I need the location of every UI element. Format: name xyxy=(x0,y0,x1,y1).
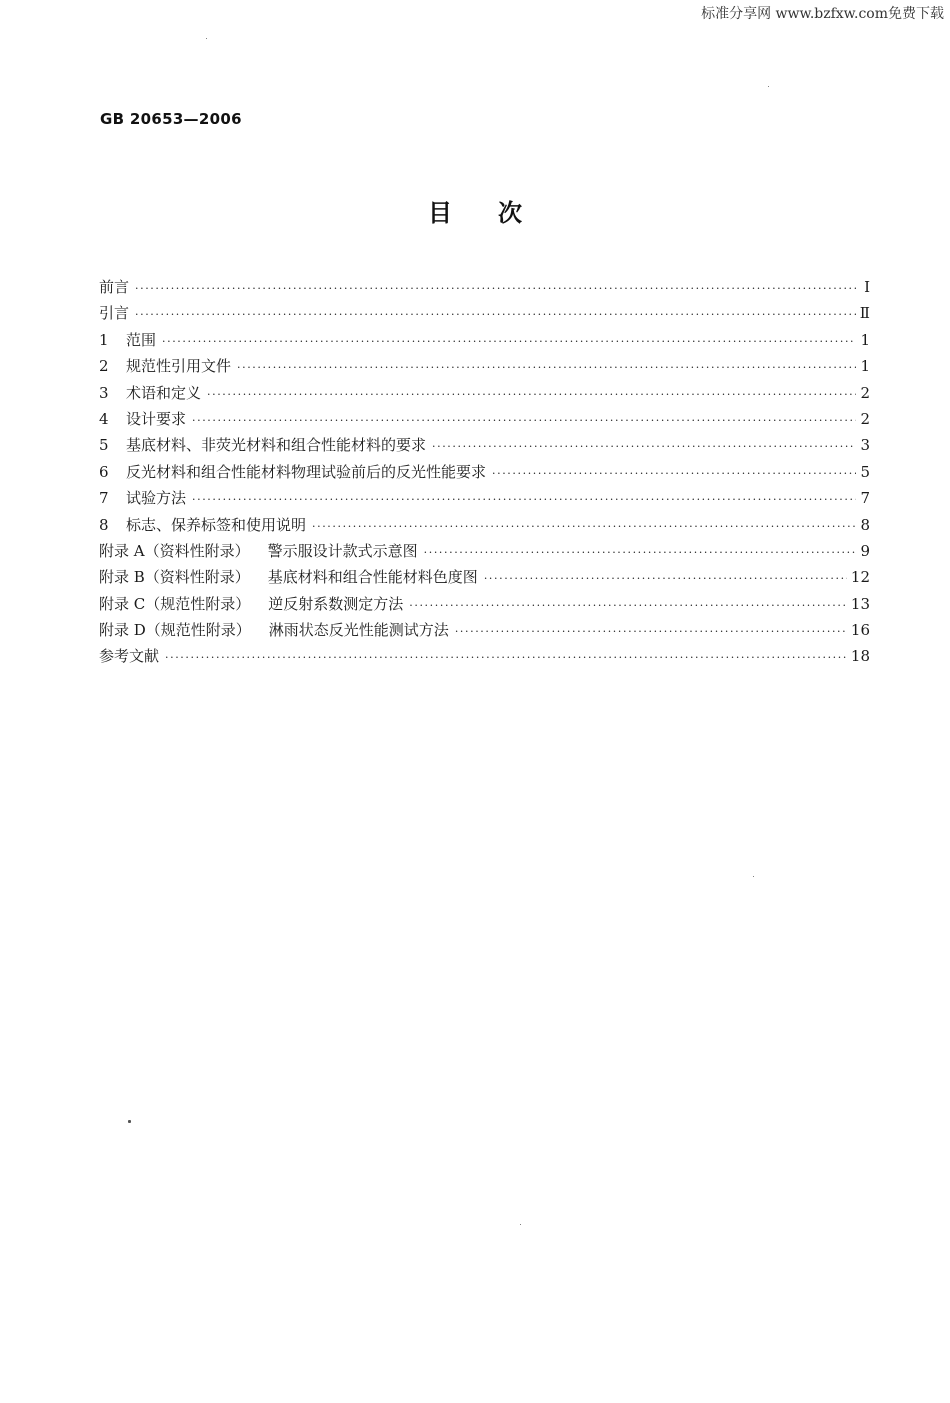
toc-leader-dots xyxy=(207,388,856,401)
toc-entry-appendix-c[interactable] xyxy=(99,593,870,619)
toc-entry-section-5[interactable] xyxy=(99,434,870,460)
toc-title-left: 目 xyxy=(428,199,452,227)
toc-leader-dots xyxy=(455,625,847,638)
toc-entry-text: 引言 xyxy=(99,304,130,323)
toc-entry-section-1[interactable] xyxy=(99,329,870,355)
toc-entry-appendix-d[interactable] xyxy=(99,619,870,645)
toc-entry-text: 试验方法 xyxy=(126,489,187,508)
toc-entry-appendix-label: 附录 B（资料性附录） xyxy=(99,568,250,587)
scan-speck xyxy=(753,876,754,877)
toc-entry-page: 2 xyxy=(860,409,870,428)
toc-entry-number: 7 xyxy=(99,489,109,508)
toc-entry-text: 前言 xyxy=(99,278,130,296)
toc-entry-text: 逆反射系数测定方法 xyxy=(268,594,404,613)
toc-leader-dots xyxy=(312,520,856,533)
toc-entry-section-6[interactable] xyxy=(99,461,870,487)
toc-entry-page: 3 xyxy=(860,436,870,455)
toc-entry-section-7[interactable] xyxy=(99,487,870,513)
toc-entry-text: 规范性引用文件 xyxy=(126,357,232,376)
toc-leader-dots xyxy=(162,335,856,348)
toc-leader-dots xyxy=(484,572,847,585)
toc-entry-text: 范围 xyxy=(126,330,157,349)
toc-entry-text: 反光材料和组合性能材料物理试验前后的反光性能要求 xyxy=(126,462,487,481)
toc-entry-page: 8 xyxy=(860,515,870,534)
toc-entry-section-4[interactable] xyxy=(99,408,870,434)
toc-entry-appendix-a[interactable] xyxy=(99,540,870,566)
toc-entry-section-2[interactable] xyxy=(99,355,870,381)
toc-entry-text: 设计要求 xyxy=(126,409,187,428)
toc-title xyxy=(0,193,950,228)
standard-code: GB 20653—2006 xyxy=(100,110,242,128)
toc-leader-dots xyxy=(192,493,856,506)
toc-entry-text: 术语和定义 xyxy=(126,383,202,402)
toc-entry-page: Ⅱ xyxy=(859,304,870,323)
scan-speck xyxy=(520,1224,521,1225)
toc-entry-page: 13 xyxy=(850,594,870,613)
toc-entry-number: 5 xyxy=(99,436,109,455)
toc-leader-dots xyxy=(135,282,856,295)
toc-entry-text: 警示服设计款式示意图 xyxy=(267,541,418,560)
toc-entry-appendix-label: 附录 A（资料性附录） xyxy=(99,541,250,560)
toc-entry-text: 标志、保养标签和使用说明 xyxy=(126,515,307,534)
scan-speck xyxy=(128,1120,131,1123)
toc-entry-introduction[interactable] xyxy=(99,302,870,328)
toc-entry-appendix-label: 附录 D（规范性附录） xyxy=(99,621,251,640)
toc-entry-page: 1 xyxy=(860,330,870,349)
toc-leader-dots xyxy=(165,651,847,664)
toc-entry-number: 4 xyxy=(99,409,109,428)
toc-title-right: 次 xyxy=(498,199,522,227)
toc-leader-dots xyxy=(192,414,856,427)
toc-leader-dots xyxy=(424,546,856,559)
toc-entry-number: 6 xyxy=(99,462,109,481)
toc-entry-section-8[interactable] xyxy=(99,514,870,540)
toc-list xyxy=(99,276,870,672)
toc-entry-page: 5 xyxy=(860,462,870,481)
scan-speck xyxy=(768,86,769,87)
toc-leader-dots xyxy=(492,467,856,480)
toc-entry-number: 1 xyxy=(99,330,109,349)
toc-entry-page: 18 xyxy=(850,647,870,666)
toc-entry-page: 7 xyxy=(860,489,870,508)
toc-entry-number: 8 xyxy=(99,515,109,534)
watermark-text: 标准分享网 www.bzfxw.com免费下载 xyxy=(701,6,944,22)
toc-entry-references[interactable] xyxy=(99,645,870,671)
toc-leader-dots xyxy=(409,599,847,612)
toc-entry-text: 淋雨状态反光性能测试方法 xyxy=(268,621,449,640)
toc-entry-section-3[interactable] xyxy=(99,382,870,408)
toc-entry-text: 参考文献 xyxy=(99,647,160,666)
toc-entry-page: 2 xyxy=(860,383,870,402)
toc-entry-page: Ⅰ xyxy=(864,278,870,296)
toc-entry-page: 16 xyxy=(850,621,870,640)
toc-leader-dots xyxy=(135,308,856,321)
scan-speck xyxy=(206,38,207,39)
toc-entry-foreword[interactable] xyxy=(99,276,870,302)
toc-entry-number: 2 xyxy=(99,357,109,376)
toc-entry-text: 基底材料和组合性能材料色度图 xyxy=(267,568,478,587)
toc-entry-appendix-label: 附录 C（规范性附录） xyxy=(99,594,251,613)
toc-entry-page: 9 xyxy=(860,541,870,560)
toc-entry-page: 1 xyxy=(860,357,870,376)
toc-entry-appendix-b[interactable] xyxy=(99,566,870,592)
toc-leader-dots xyxy=(432,440,856,453)
toc-entry-page: 12 xyxy=(850,568,870,587)
toc-leader-dots xyxy=(237,361,856,374)
toc-entry-text: 基底材料、非荧光材料和组合性能材料的要求 xyxy=(126,436,427,455)
toc-entry-number: 3 xyxy=(99,383,109,402)
